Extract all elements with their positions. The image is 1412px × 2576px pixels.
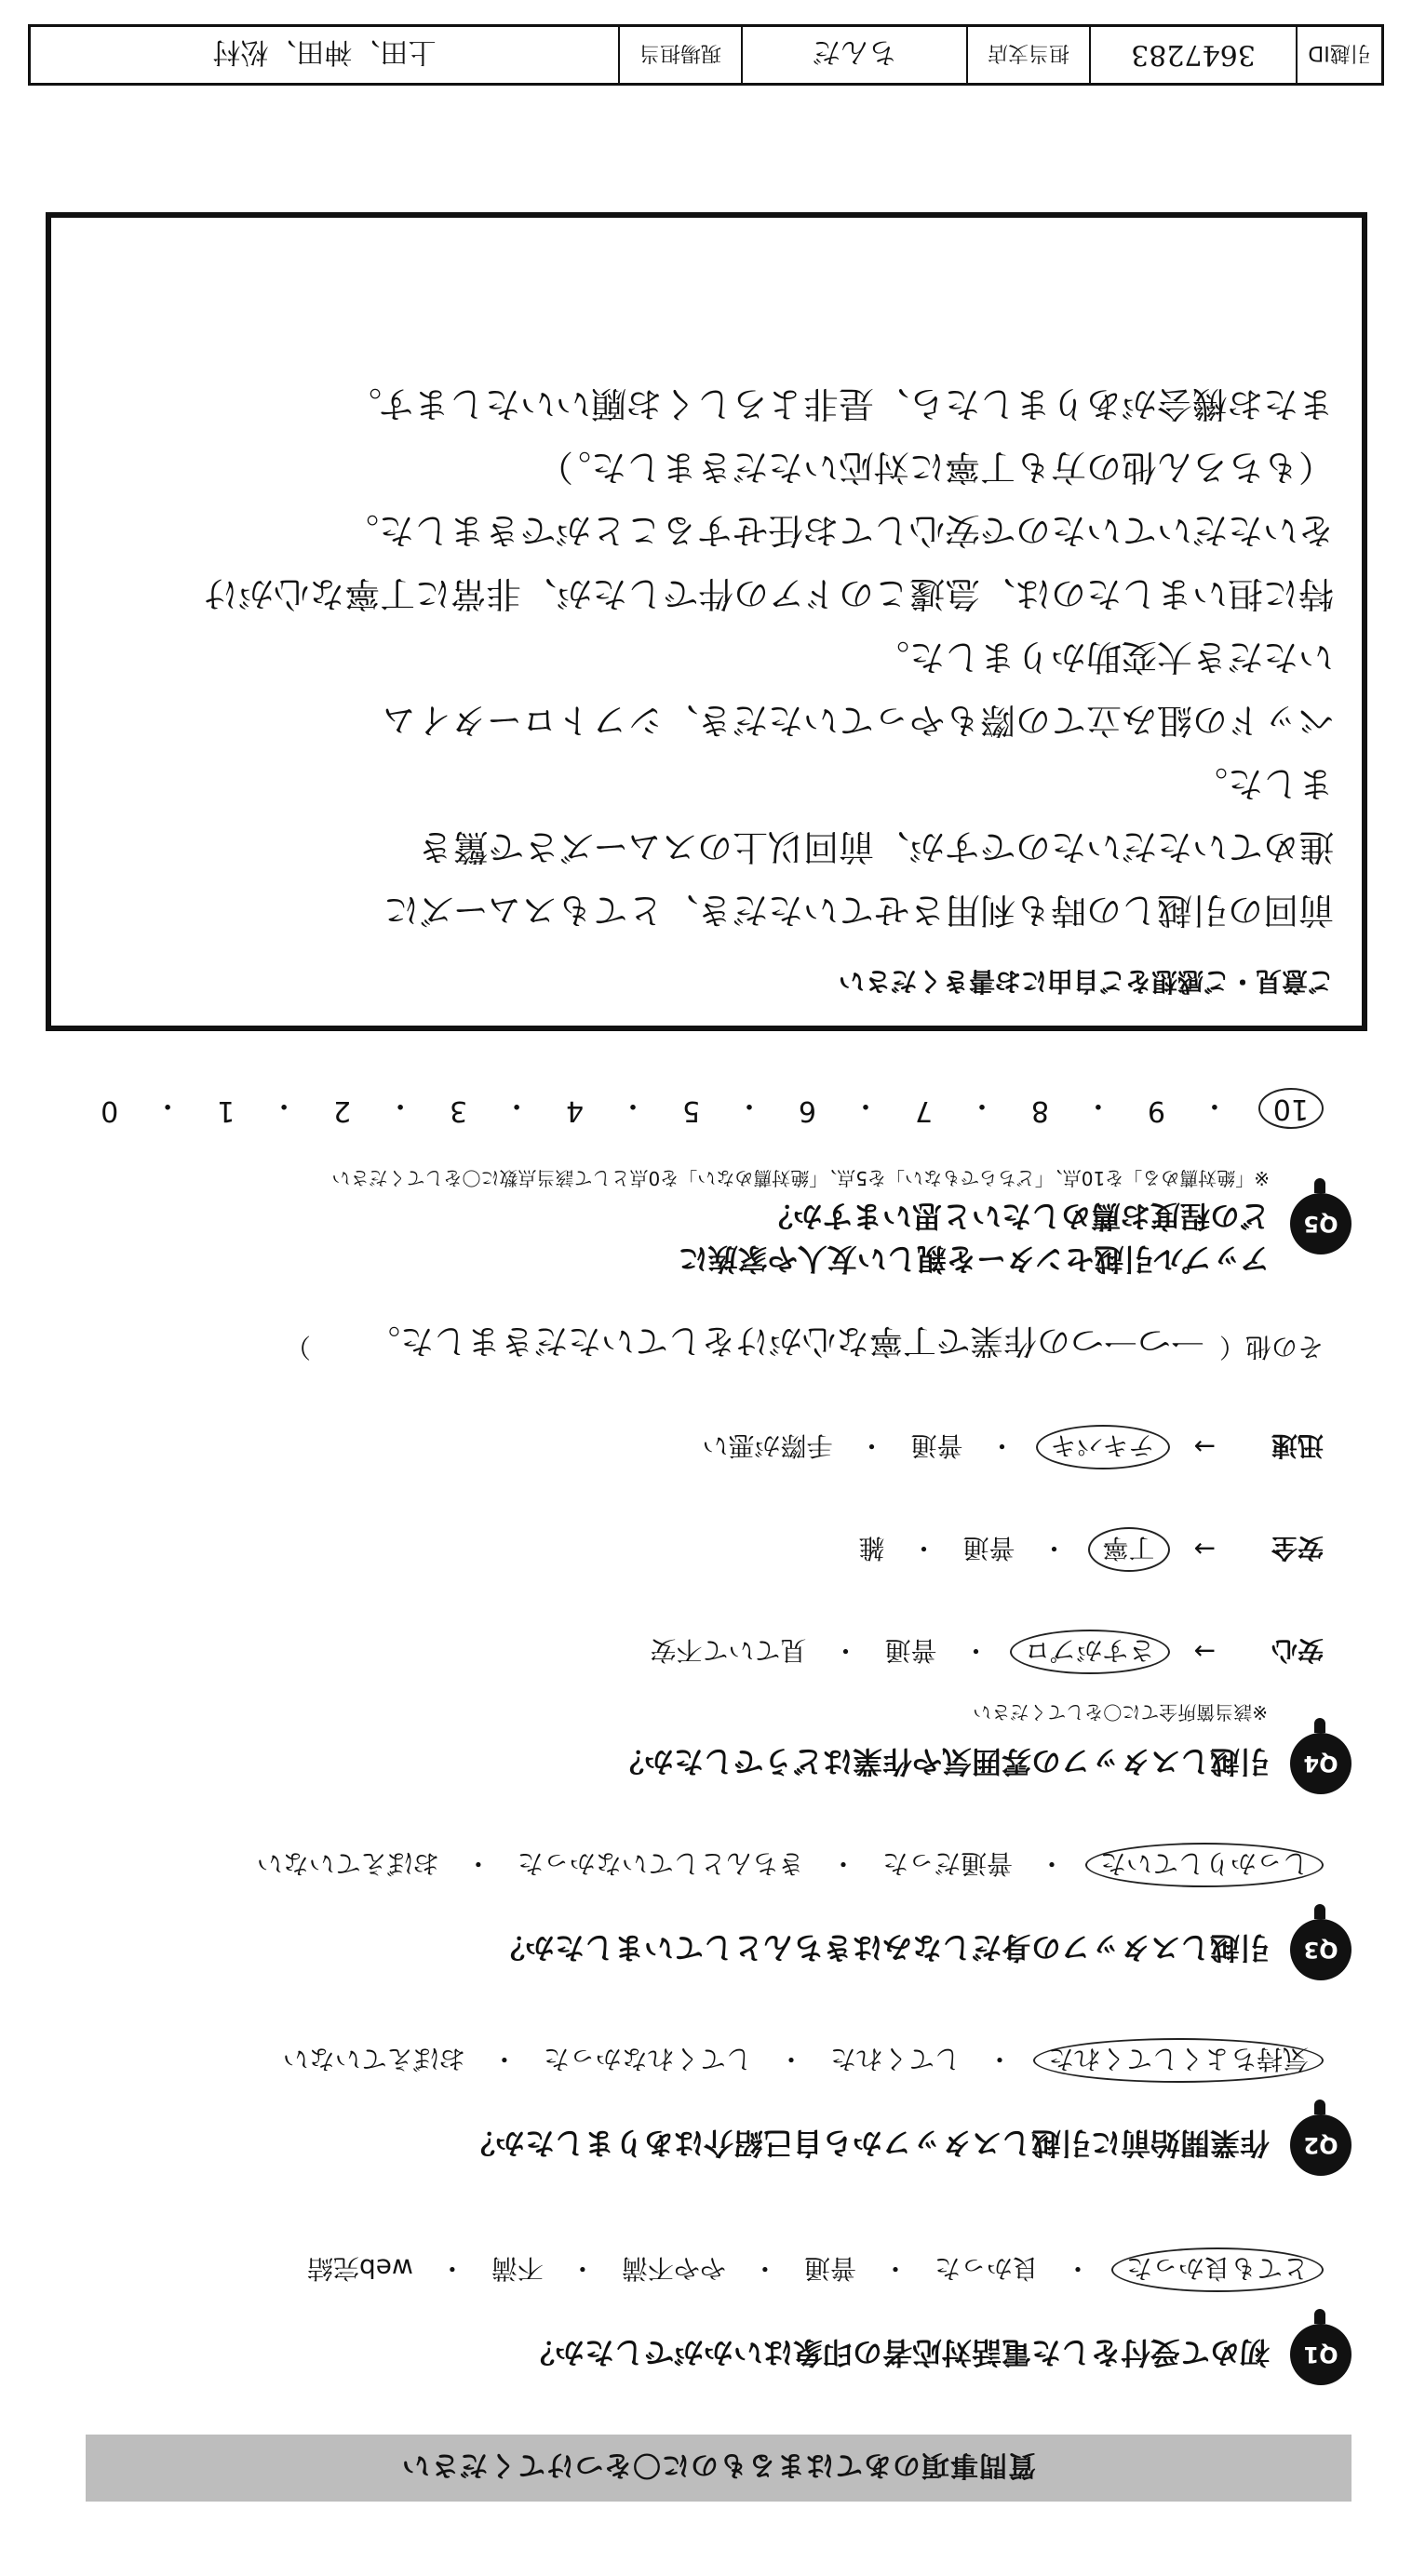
q4-option[interactable]: テキパキ: [1036, 1425, 1170, 1469]
q3-option[interactable]: しっかりしていた: [1085, 1843, 1324, 1887]
q4-row-anshin: 安心 → さすがプロ ・ 普通 ・ 見ていて不安: [48, 1630, 1324, 1674]
q4-text: 引越しスタッフの雰囲気や作業はどうでしたか？: [613, 1744, 1270, 1779]
q1-option[interactable]: やや不満: [621, 2253, 726, 2284]
q4-option[interactable]: 手際が悪い: [702, 1430, 833, 1461]
arrow-right-icon: →: [1193, 1534, 1216, 1565]
question-1: [48, 2247, 1351, 2385]
q3-option[interactable]: きちんとしていなかった: [517, 1848, 804, 1879]
scale-option[interactable]: 9: [1147, 1094, 1165, 1127]
branch-value-text: ちんだ: [813, 35, 896, 68]
row-label: 安心: [1271, 1635, 1324, 1666]
q5-text-2: どの程度お薦めしたいと思いますか？: [762, 1199, 1270, 1234]
q1-option[interactable]: 不満: [491, 2253, 544, 2284]
id-label-text: 引越ID: [1308, 41, 1371, 65]
comment-line: いただき大変助かりました。: [873, 637, 1334, 678]
scale-option[interactable]: 1: [217, 1094, 235, 1127]
q3-text: 引越しスタッフの身だしなみはきちんとしていましたか？: [494, 1930, 1270, 1966]
q4-option[interactable]: 普通: [962, 1533, 1015, 1563]
scale-option[interactable]: 3: [450, 1094, 468, 1127]
q2-option[interactable]: してくれた: [829, 2044, 961, 2074]
leader-label-text: 現場担当: [639, 41, 722, 65]
q4-option[interactable]: 丁寧: [1088, 1527, 1170, 1572]
comment-line: 特に担いましたのは、急遽このドアの件でしたが、非常に丁寧な心がけ: [203, 573, 1334, 614]
comments-body: [79, 372, 1334, 942]
q4-badge: Q4: [1290, 1733, 1351, 1794]
instruction-band: [86, 2435, 1351, 2502]
comments-title: ご意見・ご感想をご自由にお書きください: [838, 966, 1334, 997]
scale-option[interactable]: 7: [914, 1094, 933, 1127]
q4-row-anzen: 安全 → 丁寧 ・ 普通 ・ 雑: [48, 1527, 1324, 1572]
q5-scale: 10 ・ 9 ・ 8 ・ 7 ・ 6 ・ 5 ・ 4 ・ 3 ・ 2 ・ 1 ・ 0: [95, 1088, 1324, 1129]
q1-badge: Q1: [1290, 2324, 1351, 2385]
q4-option[interactable]: さすがプロ: [1010, 1630, 1170, 1674]
q3-option[interactable]: おぼえていない: [256, 1848, 439, 1879]
q3-option[interactable]: 普通だった: [881, 1848, 1013, 1879]
leader-value: [31, 27, 618, 83]
q1-options: とても良かった ・ 良かった ・ 普通 ・ やや不満 ・ 不満 ・ web完結: [48, 2247, 1324, 2292]
id-value: [1089, 27, 1296, 83]
scale-option[interactable]: 0: [101, 1094, 119, 1127]
arrow-right-icon: →: [1193, 1636, 1216, 1668]
leader-value-text: 上田、神田、松村: [212, 35, 437, 68]
comment-line: （もちろん他の方も丁寧に対応いただきました。）: [537, 447, 1334, 488]
row-label: 安全: [1271, 1533, 1324, 1563]
q5-text: アップル引越センターを親しい友人や家族に: [678, 1241, 1270, 1277]
q4-other: [48, 1320, 1324, 1367]
comment-line: またお機会がありましたら、是非よろしくお願いいたします。: [346, 383, 1334, 424]
scale-option[interactable]: 8: [1030, 1094, 1049, 1127]
q2-badge: Q2: [1290, 2114, 1351, 2176]
q2-option[interactable]: おぼえていない: [282, 2044, 465, 2074]
q5-badge: Q5: [1290, 1194, 1351, 1255]
question-4: [48, 1320, 1351, 1794]
scale-option[interactable]: 4: [566, 1094, 585, 1127]
id-value-text: 3647283: [1131, 38, 1256, 72]
q3-options: しっかりしていた ・ 普通だった ・ きちんとしていなかった ・ おぼえていない: [48, 1843, 1324, 1887]
question-5: [48, 1088, 1351, 1282]
comment-line: 前回の引越しの時も利用させていただき、とてもスムーズに: [383, 890, 1334, 931]
q1-text: 初めて受付をした電話対応者の印象はいかがでしたか？: [524, 2335, 1270, 2370]
q2-option[interactable]: 気持ちよくしてくれた: [1033, 2038, 1324, 2083]
instruction-text: 質問事項のあてはまるものに〇をつけてください: [401, 2449, 1036, 2481]
q4-option[interactable]: 見ていて不安: [650, 1635, 807, 1666]
q4-row-jinsoku: 迅速 → テキパキ ・ 普通 ・ 手際が悪い: [48, 1425, 1324, 1469]
comment-line: をいただいていたので安心してお任せすることができました。: [343, 510, 1334, 551]
q4-option[interactable]: 雑: [858, 1533, 885, 1563]
scale-option[interactable]: 10: [1258, 1088, 1324, 1129]
q5-note: ※「絶対薦める」を10点、「どちらでもない」を5点、「絶対薦めない」を0点として該当点数に〇をしてください: [331, 1167, 1270, 1189]
q3-badge: Q3: [1290, 1919, 1351, 1980]
scale-option[interactable]: 5: [681, 1094, 701, 1127]
q1-option[interactable]: web完結: [306, 2253, 413, 2284]
branch-label-text: 担当支店: [988, 41, 1070, 65]
comments-box[interactable]: [46, 212, 1367, 1031]
q2-options: 気持ちよくしてくれた ・ してくれた ・ してくれなかった ・ おぼえていない: [48, 2038, 1324, 2083]
q4-option[interactable]: 普通: [910, 1430, 963, 1461]
branch-label: [966, 27, 1089, 83]
arrow-right-icon: →: [1193, 1431, 1216, 1463]
q2-text: 作業開始前に引越しスタッフから自己紹介はありましたか？: [464, 2126, 1270, 2161]
row-label: 迅速: [1271, 1430, 1324, 1461]
comment-line: ベッドの組み立ての際もやっていただき、シフトロータイム: [381, 700, 1334, 741]
q4-note: ※該当箇所全てに〇をしてください: [973, 1701, 1268, 1724]
scale-option[interactable]: 6: [798, 1094, 817, 1127]
footer-table: [28, 24, 1384, 86]
scale-option[interactable]: 2: [333, 1094, 352, 1127]
other-label: その他（: [1218, 1332, 1324, 1362]
question-3: [48, 1843, 1351, 1980]
comment-line: 進めていただいたのですが、前回以上のスムーズさで驚き: [417, 826, 1334, 867]
comment-line: ました。: [1191, 763, 1334, 804]
leader-label: [618, 27, 741, 83]
q1-option[interactable]: 良かった: [934, 2253, 1039, 2284]
q1-option[interactable]: 普通: [803, 2253, 856, 2284]
q2-option[interactable]: してくれなかった: [543, 2044, 752, 2074]
other-close: ）: [284, 1332, 311, 1362]
q4-option[interactable]: 普通: [884, 1635, 937, 1666]
q1-option[interactable]: とても良かった: [1111, 2247, 1324, 2292]
question-2: [48, 2038, 1351, 2176]
other-handwritten-text[interactable]: 一つ一つの作業で丁寧な心がけをしていただきました。: [366, 1322, 1204, 1360]
id-label: [1296, 27, 1381, 83]
branch-value: [741, 27, 966, 83]
q4-rows: [48, 1425, 1324, 1674]
